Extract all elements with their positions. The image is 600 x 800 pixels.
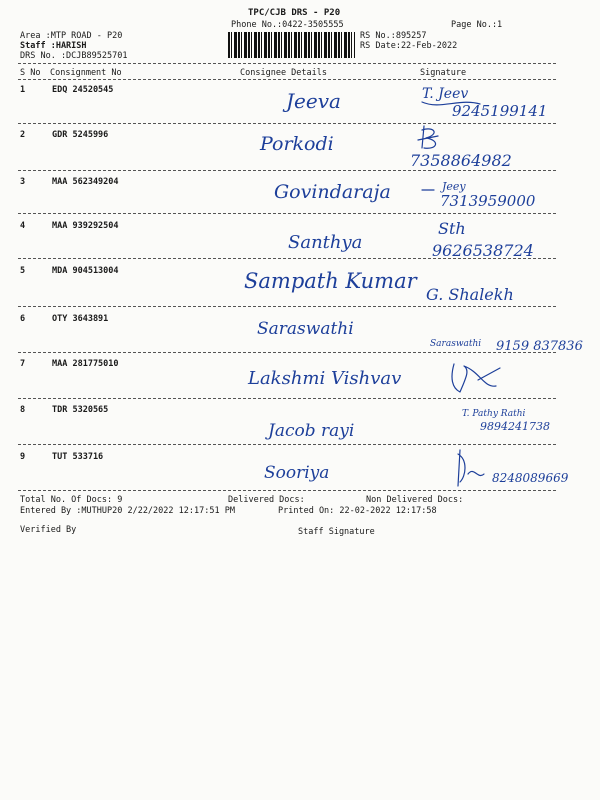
svg-text:Jeey: Jeey — [442, 180, 466, 193]
row-sno: 6 — [20, 314, 26, 324]
signature-handwriting — [440, 358, 510, 398]
row-sno: 9 — [20, 452, 26, 462]
svg-text:T. Pathy Rathi: T. Pathy Rathi — [462, 409, 526, 419]
svg-text:Saraswathi: Saraswathi — [257, 319, 354, 339]
barcode — [228, 32, 355, 58]
divider — [18, 490, 556, 491]
rs-number: RS No.:895257 — [360, 31, 427, 41]
svg-text:Porkodi: Porkodi — [260, 133, 334, 155]
signature-handwriting — [460, 404, 570, 438]
row-consignment: MAA 562349204 — [52, 177, 119, 187]
signature-handwriting — [430, 332, 600, 358]
non-delivered-docs: Non Delivered Docs: — [366, 495, 464, 505]
row-sno: 1 — [20, 85, 26, 95]
svg-text:Lakshmi Vishvav: Lakshmi Vishvav — [248, 368, 402, 389]
consignee-handwriting — [284, 226, 394, 256]
row-consignment: TDR 5320565 — [52, 405, 109, 415]
svg-text:Govindaraja: Govindaraja — [274, 181, 391, 203]
page-number: Page No.:1 — [451, 20, 503, 30]
svg-text:9159 837836: 9159 837836 — [496, 339, 583, 354]
svg-text:Sooriya: Sooriya — [264, 463, 330, 483]
svg-text:Santhya: Santhya — [288, 232, 363, 253]
delivered-docs: Delivered Docs: — [228, 495, 305, 505]
document-title: TPC/CJB DRS - P20 — [248, 8, 341, 18]
svg-text:T. Jeev: T. Jeev — [422, 86, 469, 102]
row-sno: 3 — [20, 177, 26, 187]
row-sno: 7 — [20, 359, 26, 369]
divider — [18, 213, 556, 214]
svg-text:9245199141: 9245199141 — [452, 102, 548, 120]
row-consignment: MAA 939292504 — [52, 221, 119, 231]
signature-handwriting — [420, 176, 570, 216]
row-consignment: MDA 904513004 — [52, 266, 119, 276]
phone-number: Phone No.:0422-3505555 — [231, 20, 344, 30]
consignee-handwriting — [264, 414, 394, 444]
signature-handwriting — [410, 120, 560, 170]
column-sno: S No — [20, 68, 41, 78]
total-docs: Total No. Of Docs: 9 — [20, 495, 123, 505]
column-signature: Signature — [420, 68, 467, 78]
divider — [18, 398, 556, 399]
consignee-handwriting — [282, 86, 382, 116]
area-label: Area :MTP ROAD - P20 — [20, 31, 123, 41]
divider — [18, 444, 556, 445]
rs-date: RS Date:22-Feb-2022 — [360, 41, 458, 51]
row-sno: 4 — [20, 221, 26, 231]
svg-text:7358864982: 7358864982 — [410, 151, 512, 170]
drs-number: DRS No. :DCJB89525701 — [20, 51, 128, 61]
divider — [18, 352, 556, 353]
row-consignment: TUT 533716 — [52, 452, 104, 462]
consignee-handwriting — [244, 360, 414, 406]
svg-text:9894241738: 9894241738 — [480, 420, 550, 433]
row-sno: 2 — [20, 130, 26, 140]
divider — [18, 63, 556, 64]
svg-text:Sampath Kumar: Sampath Kumar — [244, 269, 417, 293]
svg-text:Sth: Sth — [438, 219, 466, 238]
signature-handwriting — [420, 80, 570, 120]
svg-text:8248089669: 8248089669 — [492, 471, 569, 485]
consignee-handwriting — [240, 262, 417, 302]
svg-text:Jeeva: Jeeva — [286, 89, 341, 113]
row-sno: 5 — [20, 266, 26, 276]
staff-label: Staff :HARISH — [20, 41, 87, 51]
signature-handwriting — [448, 446, 598, 492]
svg-text:Jacob rayi: Jacob rayi — [268, 421, 355, 441]
row-consignment: OTY 3643891 — [52, 314, 109, 324]
divider — [18, 170, 556, 171]
row-consignment: EDQ 24520545 — [52, 85, 114, 95]
column-consignee: Consignee Details — [240, 68, 327, 78]
row-consignment: GDR 5245996 — [52, 130, 109, 140]
staff-signature: Staff Signature — [298, 527, 375, 537]
row-consignment: MAA 281775010 — [52, 359, 119, 369]
consignee-handwriting — [270, 176, 400, 206]
consignee-handwriting — [260, 456, 370, 486]
consignee-handwriting — [253, 312, 383, 342]
entered-by: Entered By :MUTHUP20 2/22/2022 12:17:51 PM — [20, 506, 235, 516]
svg-text:G. Shalekh: G. Shalekh — [426, 285, 514, 304]
svg-text:7313959000: 7313959000 — [440, 192, 536, 210]
printed-on: Printed On: 22-02-2022 12:17:58 — [278, 506, 437, 516]
divider — [18, 258, 556, 259]
column-consignment: Consignment No — [50, 68, 122, 78]
divider — [18, 306, 556, 307]
svg-text:Saraswathi: Saraswathi — [430, 339, 482, 349]
svg-text:9626538724: 9626538724 — [432, 241, 534, 260]
consignee-handwriting — [256, 128, 376, 158]
row-sno: 8 — [20, 405, 26, 415]
verified-by: Verified By — [20, 525, 77, 535]
